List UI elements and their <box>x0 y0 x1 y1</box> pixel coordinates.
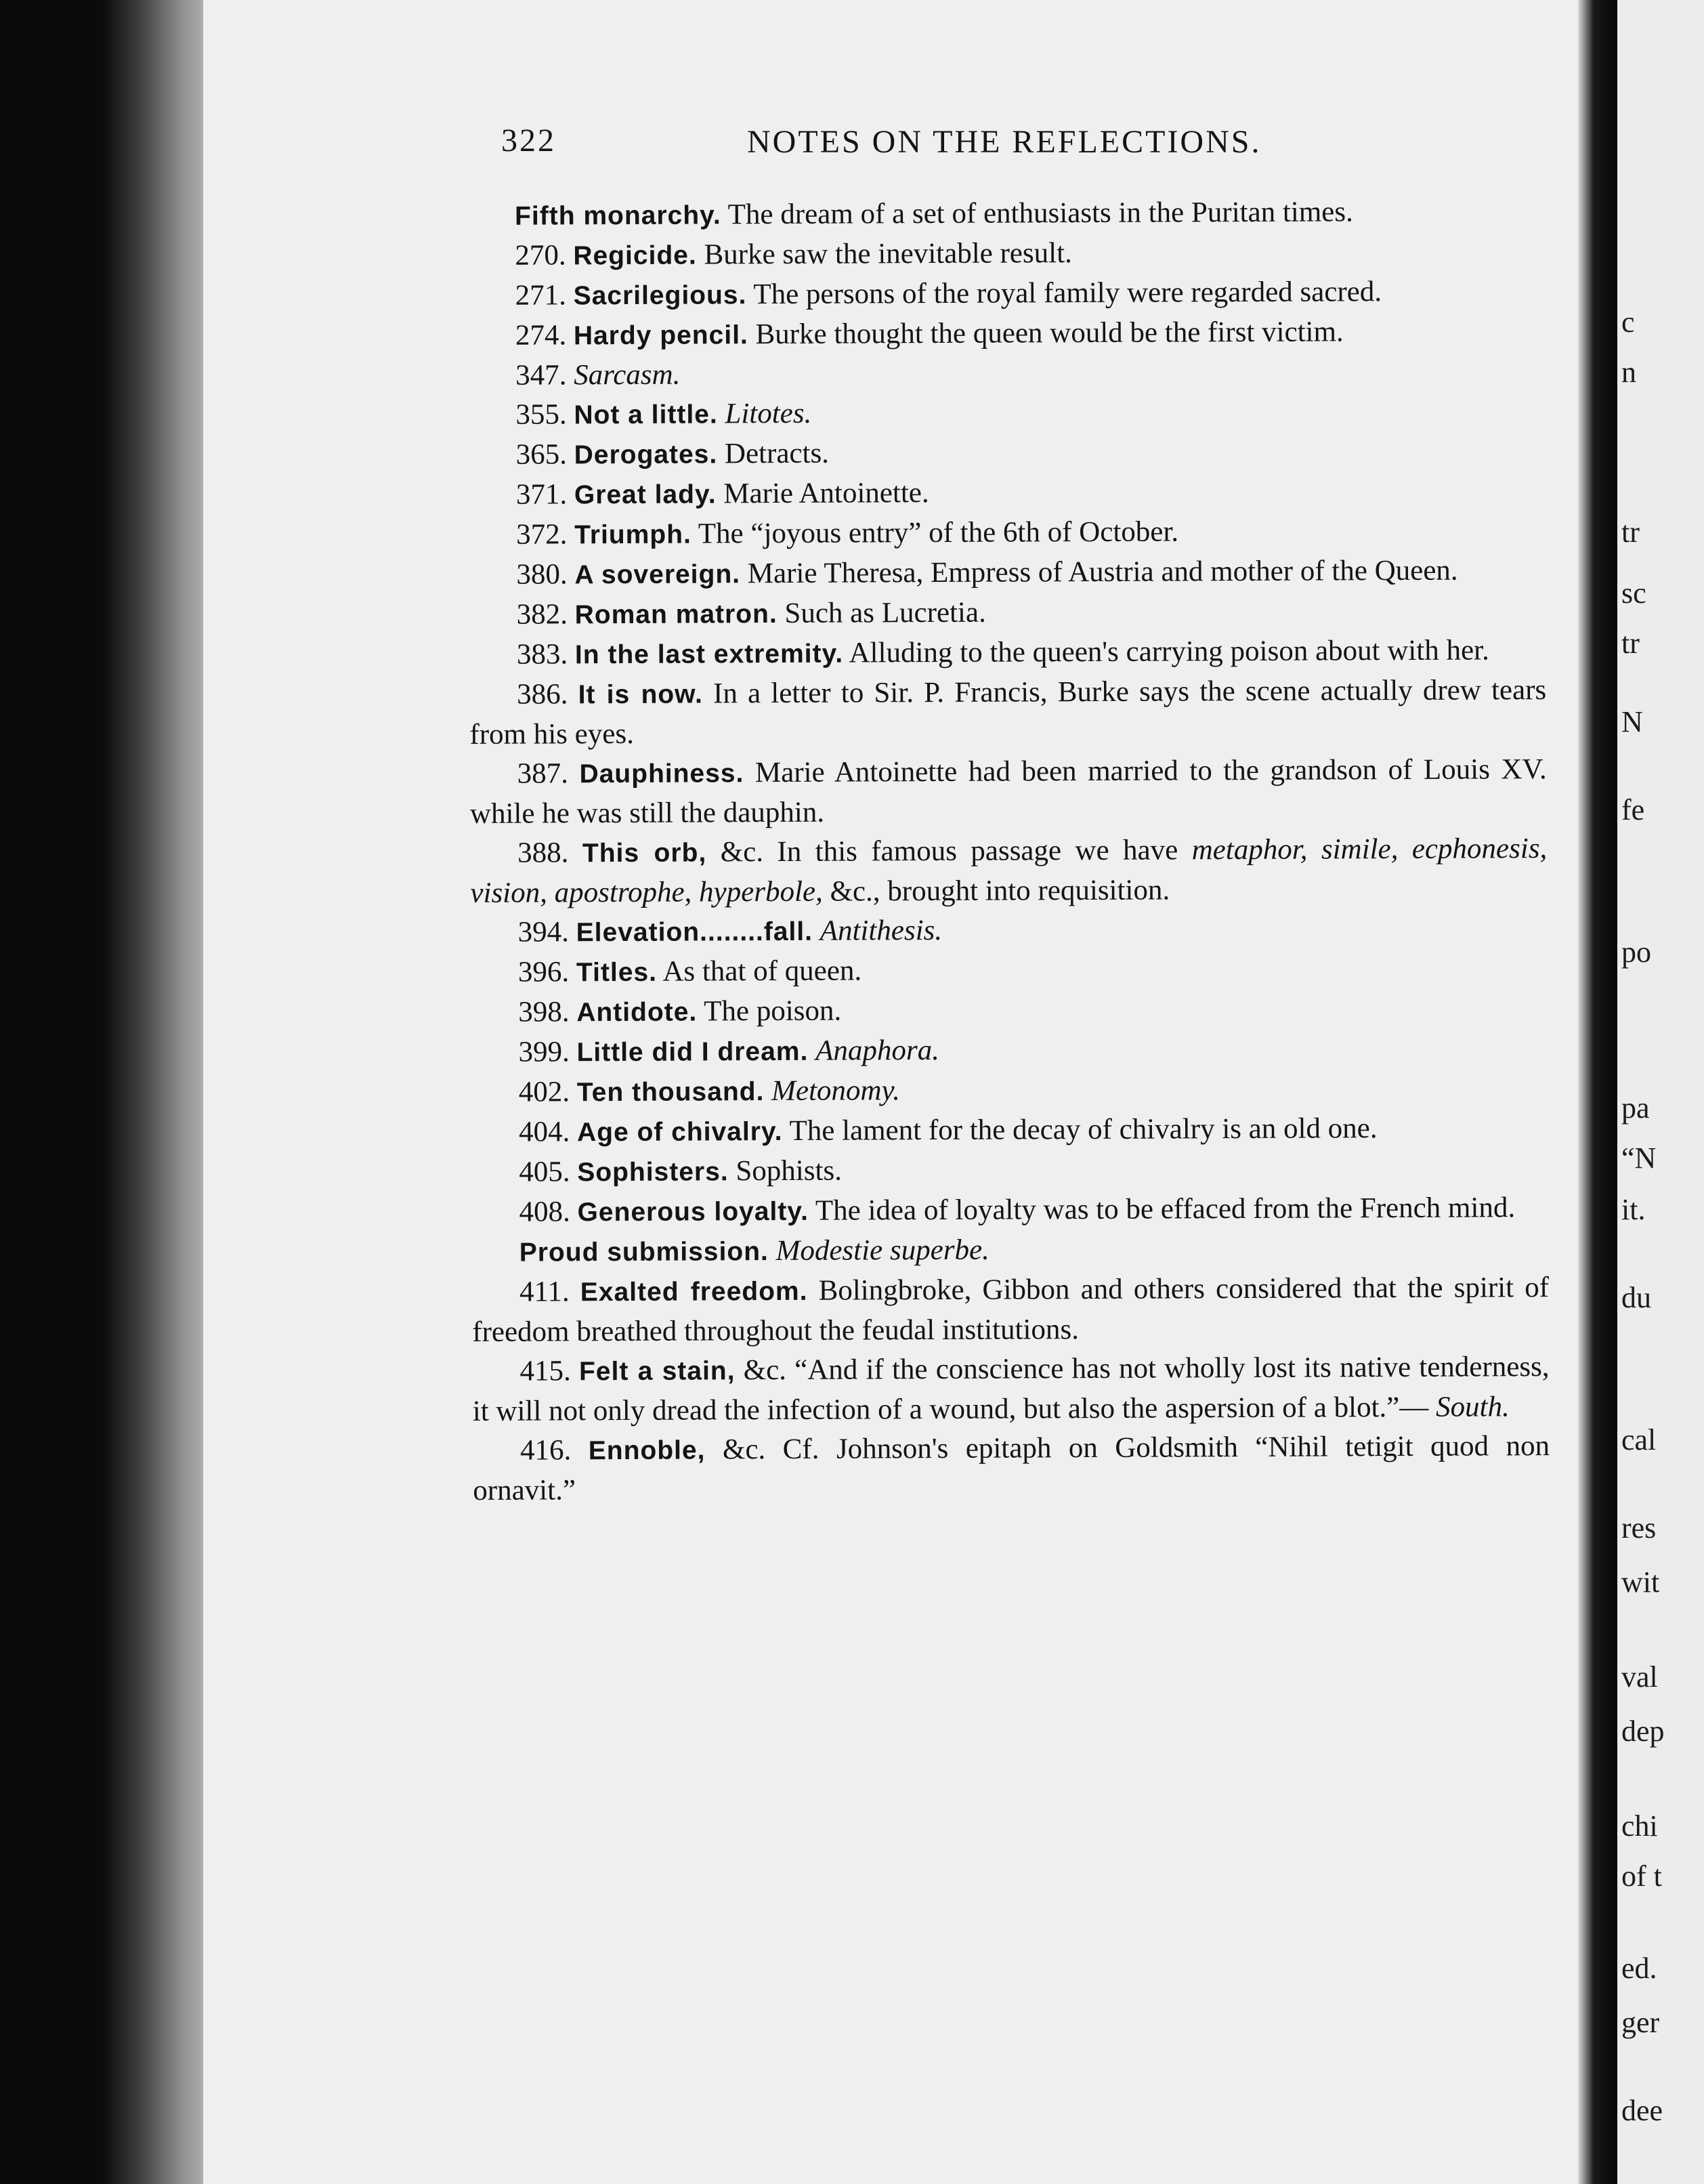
note-number: 388. <box>517 837 569 869</box>
note-italic-term: Litotes. <box>725 397 812 430</box>
note-entry <box>468 272 1545 316</box>
note-entry <box>469 431 1546 476</box>
note-headword: Sacrilegious. <box>573 280 747 311</box>
note-headword: Not a little. <box>574 400 718 430</box>
note-entry <box>468 312 1545 356</box>
facing-page-fragment: sc <box>1621 576 1646 610</box>
note-text: Bolingbroke, Gibbon and others considered that the spirit of freedom breathed throughout the feudal institutions. <box>472 1272 1550 1348</box>
note-number: 387. <box>517 757 569 790</box>
note-text: Sophists. <box>736 1154 843 1188</box>
note-entry <box>470 829 1547 913</box>
note-italic-term: Modestie superbe. <box>775 1234 989 1267</box>
facing-page-fragment: cal <box>1621 1423 1657 1456</box>
note-entry <box>469 671 1546 755</box>
facing-page-fragment: res <box>1621 1511 1657 1545</box>
note-text: As that of queen. <box>662 954 862 988</box>
note-number: 270. <box>515 239 566 272</box>
note-entry <box>469 551 1546 595</box>
note-number: 396. <box>517 956 570 988</box>
facing-page-fragment: of t <box>1621 1860 1662 1893</box>
note-entry <box>469 511 1546 555</box>
page-number: 322 <box>501 123 556 159</box>
facing-page-fragment: wit <box>1621 1566 1660 1599</box>
note-entry <box>471 1148 1548 1193</box>
note-entry <box>471 988 1548 1033</box>
note-entry <box>471 1068 1548 1113</box>
note-number: 398. <box>518 996 570 1028</box>
note-entry <box>471 948 1548 993</box>
note-text: Alluding to the queen's carrying poison about with her. <box>849 634 1489 669</box>
note-headword: Proud submission. <box>519 1237 769 1267</box>
note-entry <box>471 908 1548 953</box>
note-number: 382. <box>516 598 568 631</box>
note-headword: This orb, <box>582 838 707 868</box>
note-entry <box>469 631 1546 675</box>
note-text: Burke saw the inevitable result. <box>704 237 1072 271</box>
note-italic-term: metaphor, simile, ecphonesis, vision, apostrophe, hyperbole, <box>470 833 1548 909</box>
note-entry <box>471 1188 1548 1233</box>
facing-page-fragment: du <box>1621 1281 1651 1314</box>
facing-page-fragment: c <box>1621 306 1635 339</box>
note-text: Such as Lucretia. <box>784 596 986 629</box>
note-number: 380. <box>516 558 568 591</box>
facing-page-fragment: N <box>1621 705 1643 738</box>
facing-page-fragment: val <box>1621 1660 1658 1694</box>
note-headword: Felt a stain, <box>578 1356 736 1387</box>
note-headword: Dauphiness. <box>579 759 744 789</box>
note-entry <box>467 232 1544 276</box>
note-entry <box>469 471 1546 516</box>
facing-page-fragment: po <box>1621 936 1651 969</box>
note-headword: Age of chivalry. <box>576 1116 783 1148</box>
note-text: In a letter to Sir. P. Francis, Burke says the scene actually drew tears from his eyes. <box>469 674 1547 751</box>
note-headword: Little did I dream. <box>576 1036 809 1068</box>
note-text: Detracts. <box>724 437 830 470</box>
note-number: 372. <box>516 518 568 551</box>
note-headword: Great lady. <box>574 480 717 510</box>
note-italic-term: Anaphora. <box>815 1034 939 1067</box>
note-headword: A sovereign. <box>574 560 741 590</box>
note-headword: Antidote. <box>576 997 698 1028</box>
note-headword: Fifth monarchy. <box>515 201 721 231</box>
note-headword: Hardy pencil. <box>573 320 748 351</box>
facing-page-fragment: ger <box>1621 2006 1660 2039</box>
note-italic-term: South. <box>1435 1391 1510 1423</box>
note-text: Marie Antoinette. <box>723 477 929 510</box>
note-headword: Roman matron. <box>574 600 778 630</box>
note-number: 408. <box>519 1196 570 1228</box>
note-number: 347. <box>515 359 567 392</box>
note-number: 404. <box>518 1116 570 1148</box>
note-number: 365. <box>515 438 568 471</box>
note-headword: Titles. <box>576 957 658 988</box>
note-number: 274. <box>515 319 567 352</box>
note-entry <box>472 1268 1549 1352</box>
note-text: The idea of loyalty was to be effaced from the French mind. <box>815 1192 1516 1227</box>
note-text: Marie Antoinette had been married to the grandson of Louis XV. while he was still the dauphin. <box>469 753 1547 830</box>
note-italic-term: Antithesis. <box>819 914 943 947</box>
note-entry <box>467 192 1544 236</box>
note-headword: Regicide. <box>573 240 697 271</box>
note-text: The poison. <box>704 994 842 1028</box>
note-number: 416. <box>519 1434 572 1467</box>
facing-page-fragment: chi <box>1621 1809 1658 1843</box>
note-entry <box>469 591 1546 635</box>
note-headword: Ten thousand. <box>576 1077 765 1108</box>
note-number: 386. <box>517 678 568 711</box>
notes-list <box>467 192 1550 1511</box>
note-number: 383. <box>516 638 568 671</box>
facing-page-fragment: it. <box>1621 1193 1646 1226</box>
facing-page-fragment: fe <box>1621 793 1645 826</box>
note-text: &c. In this famous passage we have <box>720 834 1178 868</box>
note-number: 405. <box>519 1156 570 1188</box>
note-headword: Derogates. <box>574 440 718 470</box>
note-entry <box>471 1108 1548 1153</box>
note-entry <box>468 352 1545 396</box>
note-headword: Generous loyalty. <box>577 1196 809 1227</box>
facing-page-fragment: dep <box>1621 1715 1665 1748</box>
note-entry <box>472 1228 1549 1273</box>
facing-page-fragment: “N <box>1621 1141 1657 1175</box>
note-italic-term: Sarcasm. <box>574 358 681 392</box>
note-text: The lament for the decay of chivalry is an old one. <box>789 1112 1378 1147</box>
note-text: Marie Theresa, Empress of Austria and mother of the Queen. <box>747 554 1458 590</box>
note-headword: In the last extremity. <box>574 639 844 670</box>
note-number: 371. <box>515 478 568 511</box>
note-italic-term: Metonomy. <box>771 1074 901 1108</box>
note-text: Burke thought the queen would be the first victim. <box>755 316 1344 351</box>
running-title: NOTES ON THE REFLECTIONS. <box>747 124 1262 160</box>
note-text: &c. “And if the conscience has not wholly lost its native tenderness, it will not only dread the infection of a wound, but also the aspersion of a blot.”— <box>472 1351 1550 1427</box>
note-text: The “joyous entry” of the 6th of October. <box>698 516 1179 550</box>
facing-page-fragment: n <box>1621 356 1636 389</box>
note-headword: It is now. <box>578 679 703 710</box>
note-number: 411. <box>519 1276 570 1308</box>
note-headword: Triumph. <box>574 520 691 550</box>
note-text: The dream of a set of enthusiasts in the Puritan times. <box>727 196 1353 231</box>
note-text: &c. Cf. Johnson's epitaph on Goldsmith “Nihil tetigit quod non ornavit.” <box>473 1430 1550 1507</box>
facing-page-fragment: pa <box>1621 1091 1650 1125</box>
page-header <box>501 122 1558 169</box>
note-number: 355. <box>515 398 567 431</box>
note-number: 271. <box>515 279 566 312</box>
note-headword: Elevation........fall. <box>576 917 813 948</box>
facing-page-fragment: dee <box>1621 2094 1663 2127</box>
note-headword: Sophisters. <box>577 1157 729 1188</box>
facing-page-fragment: ed. <box>1621 1952 1657 1985</box>
note-entry <box>468 391 1545 436</box>
facing-page-fragment: tr <box>1621 627 1640 660</box>
note-number: 402. <box>518 1076 570 1108</box>
note-text: &c., brought into requisition. <box>830 874 1170 908</box>
note-entry <box>473 1427 1550 1511</box>
note-number: 394. <box>517 916 570 948</box>
facing-page-fragment: tr <box>1621 516 1640 549</box>
note-headword: Ennoble, <box>588 1435 706 1466</box>
note-entry <box>471 1028 1548 1073</box>
note-text: The persons of the royal family were regarded sacred. <box>753 276 1382 311</box>
note-number: 415. <box>519 1355 571 1387</box>
note-entry <box>470 750 1547 834</box>
note-headword: Exalted freedom. <box>580 1276 808 1307</box>
note-entry <box>472 1347 1549 1431</box>
note-number: 399. <box>518 1036 570 1068</box>
